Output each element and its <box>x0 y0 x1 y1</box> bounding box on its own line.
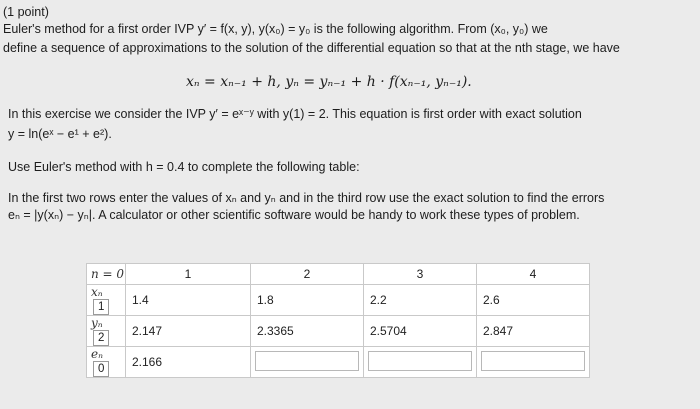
y2-cell <box>251 316 364 347</box>
e0-input[interactable]: 0 <box>93 361 109 377</box>
e1-value[interactable]: 2.166 <box>132 355 163 369</box>
col-header-4: 4 <box>477 264 590 285</box>
table-header-row <box>87 264 590 285</box>
rows-instruction-2: eₙ = |y(xₙ) − yₙ|. A calculator or other scientific software would be handy to work these types of problem. <box>8 208 580 222</box>
x4-value[interactable]: 2.6 <box>483 293 500 307</box>
euler-formula: xₙ = xₙ₋₁ + h, yₙ = yₙ₋₁ + h · f(xₙ₋₁, yₙ₋₁). <box>186 74 472 90</box>
table-row-x <box>87 285 590 316</box>
x0-input[interactable]: 1 <box>93 299 109 315</box>
y4-value[interactable]: 2.847 <box>483 324 514 338</box>
x1-value[interactable]: 1.4 <box>132 293 149 307</box>
e1-cell <box>126 347 251 378</box>
y2-value[interactable]: 2.3365 <box>257 324 294 338</box>
y0-input[interactable]: 2 <box>93 330 109 346</box>
n-label-cell <box>87 264 126 285</box>
table-row-e <box>87 347 590 378</box>
y1-value[interactable]: 2.147 <box>132 324 163 338</box>
row-label-e-text: eₙ <box>91 347 103 361</box>
y3-value[interactable]: 2.5704 <box>370 324 407 338</box>
x3-cell <box>364 285 477 316</box>
row-label-e <box>87 347 126 378</box>
rows-instruction-1: In the first two rows enter the values of xₙ and yₙ and in the third row use the exact solution to find the errors <box>8 191 605 205</box>
x4-cell <box>477 285 590 316</box>
e2-cell <box>251 347 364 378</box>
row-label-y <box>87 316 126 347</box>
e3-cell <box>364 347 477 378</box>
row-label-y-text: yₙ <box>91 316 103 330</box>
col-header-1: 1 <box>126 264 251 285</box>
e2-input[interactable] <box>255 351 359 371</box>
exercise-line-1: In this exercise we consider the IVP y′ = eˣ⁻ʸ with y(1) = 2. This equation is first order with exact solution <box>8 107 582 121</box>
x3-value[interactable]: 2.2 <box>370 293 387 307</box>
n-label: n = 0 <box>91 267 125 281</box>
e3-input[interactable] <box>368 351 472 371</box>
exercise-line-2: y = ln(eˣ − e¹ + e²). <box>8 127 112 141</box>
x2-cell <box>251 285 364 316</box>
intro-line-1: Euler's method for a first order IVP y′ = f(x, y), y(x₀) = y₀ is the following algorithm. From (x₀, y₀) we <box>3 22 548 36</box>
x1-cell <box>126 285 251 316</box>
y3-cell <box>364 316 477 347</box>
e4-cell <box>477 347 590 378</box>
y4-cell <box>477 316 590 347</box>
y1-cell <box>126 316 251 347</box>
row-label-x <box>87 285 126 316</box>
intro-line-2: define a sequence of approximations to the solution of the differential equation so that at the nth stage, we have <box>3 41 620 55</box>
points-label: (1 point) <box>3 5 49 19</box>
instruction-text: Use Euler's method with h = 0.4 to complete the following table: <box>8 160 360 174</box>
col-header-2: 2 <box>251 264 364 285</box>
col-header-3: 3 <box>364 264 477 285</box>
euler-table <box>86 263 590 378</box>
row-label-x-text: xₙ <box>91 285 103 299</box>
x2-value[interactable]: 1.8 <box>257 293 274 307</box>
table-row-y <box>87 316 590 347</box>
e4-input[interactable] <box>481 351 585 371</box>
